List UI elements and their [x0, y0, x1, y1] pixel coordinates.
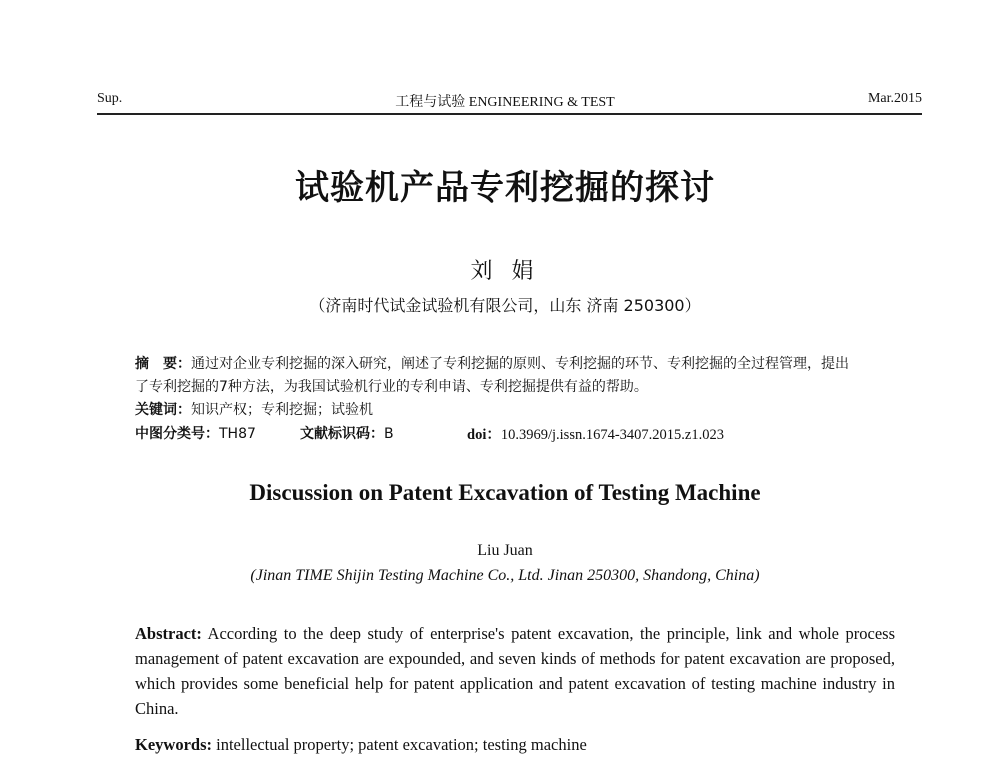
- doi-label: doi：: [467, 427, 501, 443]
- doc-code: [300, 423, 394, 443]
- classification-value: TH87: [219, 426, 256, 442]
- title-cn: 试验机产品专利挖掘的探讨: [295, 168, 715, 208]
- doi-value: 10.3969/j.issn.1674-3407.2015.z1.023: [500, 427, 724, 443]
- keywords-en-value: intellectual property; patent excavation; testing machine: [216, 735, 587, 754]
- classification-label: 中图分类号：: [135, 426, 219, 442]
- affiliation-cn: （济南时代试金试验机有限公司，山东 济南 250300）: [309, 296, 701, 315]
- keywords-cn: [135, 399, 373, 419]
- abstract-cn-label: 摘 要：: [135, 356, 191, 372]
- doc-code-label: 文献标识码：: [300, 426, 384, 442]
- abstract-cn-line1: [135, 353, 849, 373]
- abstract-en: [135, 621, 895, 721]
- author-en: Liu Juan: [477, 542, 533, 559]
- author-cn: 刘 娟: [470, 259, 540, 284]
- header-supplement: Sup.: [97, 91, 123, 106]
- keywords-cn-value: 知识产权；专利挖掘；试验机: [191, 402, 373, 418]
- abstract-cn-text: 通过对企业专利挖掘的深入研究，阐述了专利挖掘的原则、专利挖掘的环节、专利挖掘的全过程管理，提出: [191, 356, 849, 372]
- abstract-en-label: Abstract:: [135, 624, 202, 643]
- abstract-cn-line2: 了专利挖掘的7种方法，为我国试验机行业的专利申请、专利挖掘提供有益的帮助。: [135, 379, 648, 395]
- affiliation-en: (Jinan TIME Shijin Testing Machine Co., Ltd. Jinan 250300, Shandong, China): [250, 567, 760, 584]
- doi: [467, 423, 724, 444]
- keywords-en-label: Keywords:: [135, 735, 212, 754]
- classification: [135, 423, 256, 443]
- header-journal: 工程与试验 ENGINEERING & TEST: [395, 95, 615, 110]
- header-rule: [97, 113, 922, 115]
- doc-code-value: B: [384, 426, 394, 442]
- keywords-cn-label: 关键词：: [135, 402, 191, 418]
- title-en: Discussion on Patent Excavation of Testing Machine: [249, 480, 761, 505]
- keywords-en: [135, 732, 895, 757]
- header-date: Mar.2015: [867, 91, 922, 106]
- abstract-en-text: According to the deep study of enterprise's patent excavation, the principle, link and whole process management of patent excavation are expounded, and seven kinds of methods for patent excavation are proposed, which provides some beneficial help for patent application and patent excavation of testing machine industry in China.: [135, 624, 895, 718]
